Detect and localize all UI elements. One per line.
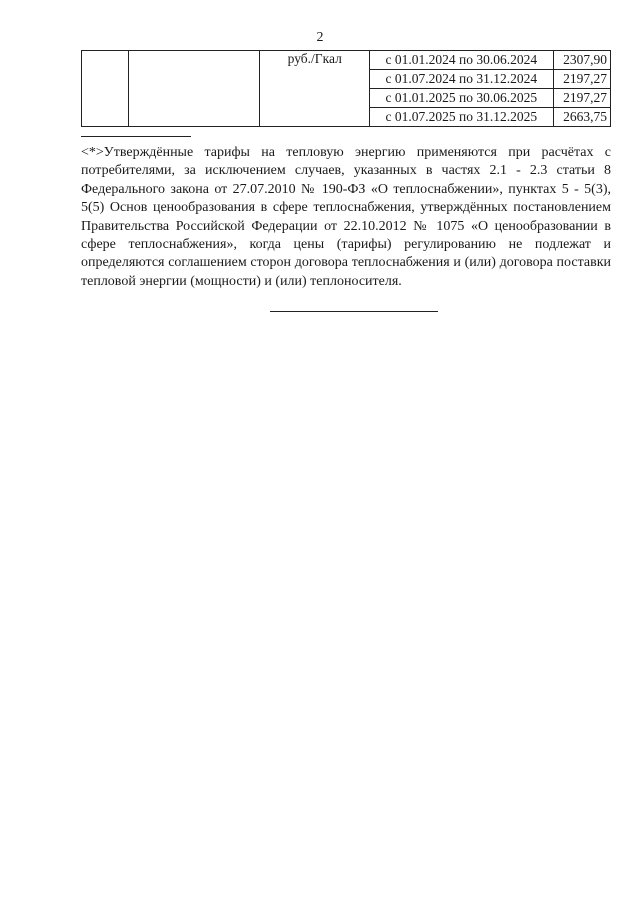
period-cell: с 01.07.2024 по 31.12.2024 xyxy=(370,70,553,89)
period-cell: с 01.07.2025 по 31.12.2025 xyxy=(370,108,553,127)
table-cell-empty xyxy=(129,51,260,127)
period-cell: с 01.01.2024 по 30.06.2024 xyxy=(370,51,553,70)
tariff-table xyxy=(81,50,611,127)
tariff-value-cell: 2663,75 xyxy=(553,108,610,127)
page-number: 2 xyxy=(316,30,324,45)
footnote-separator xyxy=(81,136,191,137)
tariff-value-cell: 2307,90 xyxy=(553,51,610,70)
footnote-text: <*>Утверждённые тарифы на тепловую энергию применяются при расчётах с потребителями, за исключением случаев, указанных в частях 2.1 - 2.3 статьи 8 Федерального закона от 27.07.2010 № 190-ФЗ «О теплоснабжении», пунктах 5 - 5(3), 5(5) Основ ценообразования в сфере теплоснабжения, утверждённых постановлением Правительства Российской Федерации от 22.10.2012 № 1075 «О ценообразовании в сфере теплоснабжения», когда цены (тарифы) регулированию не подлежат и определяются соглашением сторон договора теплоснабжения и (или) договора поставки тепловой энергии (мощности) и (или) теплоносителя. xyxy=(81,145,611,289)
tariff-value-cell: 2197,27 xyxy=(553,70,610,89)
table-row xyxy=(82,51,611,70)
tariff-value-cell: 2197,27 xyxy=(553,89,610,108)
unit-cell: руб./Гкал xyxy=(260,51,370,127)
table-cell-empty xyxy=(82,51,129,127)
period-cell: с 01.01.2025 по 30.06.2025 xyxy=(370,89,553,108)
end-separator-line xyxy=(270,311,438,312)
